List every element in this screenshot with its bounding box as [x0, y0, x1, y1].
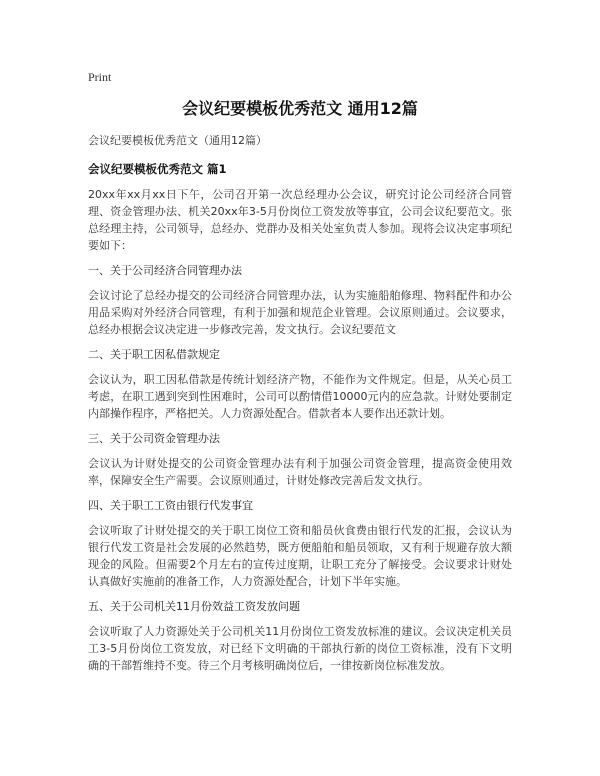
print-link[interactable]: Print — [88, 70, 112, 84]
item-heading-4: 四、关于职工工资由银行代发事宜 — [88, 499, 253, 512]
intro-paragraph: 20xx年xx月xx日下午，公司召开第一次总经理办公会议，研究讨论公司经济合同管理、资金管理办法、机关20xx年3-5月份岗位工资发放等事宜，公司会议纪要范文。张总经理主持，公司领导，总经办、党群办及相关处室负责人参加。现将会议决定事项纪要如下： — [88, 188, 512, 252]
item-body-2: 会议认为，职工因私借款是传统计划经济产物，不能作为文件规定。但是，从关心员工考虑，在职工遇到突到性困难时，公司可以酌情借10000元内的应急款。计财处要制定内部操作程序，严格把关。人力资源处配合。借款者本人要作出还款计划。 — [88, 373, 512, 420]
item-body-5: 会议听取了人力资源处关于公司机关11月份岗位工资发放标准的建议。会议决定机关员工3-5月份岗位工资发放，对已经下文明确的干部执行新的岗位工资标准，没有下文明确的干部暂维持不变。待三个月考核明确岗位后，一律按新岗位标准发放。 — [88, 625, 512, 672]
item-heading-2: 二、关于职工因私借款规定 — [88, 348, 220, 361]
item-body-1: 会议讨论了总经办提交的公司经济合同管理办法，认为实施船舶修理、物料配件和办公用品采购对外经济合同管理，有利于加强和规范企业管理。会议原则通过。会议要求，总经办根据会议决定进一步修改完善，发文执行。会议纪要范文 — [88, 289, 512, 336]
item-body-3: 会议认为计财处提交的公司资金管理办法有利于加强公司资金管理，提高资金使用效率，保障安全生产需要。会议原则通过，计财处修改完善后发文执行。 — [88, 457, 512, 487]
item-heading-1: 一、关于公司经济合同管理办法 — [88, 264, 242, 277]
document-body — [88, 132, 512, 682]
section-title: 会议纪要模板优秀范文 篇1 — [88, 162, 227, 176]
item-heading-5: 五、关于公司机关11月份效益工资发放问题 — [88, 600, 300, 613]
item-heading-3: 三、关于公司资金管理办法 — [88, 432, 220, 445]
item-body-4: 会议听取了计财处提交的关于职工岗位工资和船员伙食费由银行代发的汇报，会议认为银行代发工资是社会发展的必然趋势，既方便船舶和船员领取，又有利于规避存放大额现金的风险。但需要2个月左右的宣传过度期，让职工充分了解接受。会议要求计财处认真做好实施前的准备工作，人力资源处配合，计划下半年实施。 — [88, 524, 512, 588]
page-title: 会议纪要模板优秀范文 通用12篇 — [182, 99, 418, 118]
document-subtitle: 会议纪要模板优秀范文（通用12篇） — [88, 134, 267, 147]
